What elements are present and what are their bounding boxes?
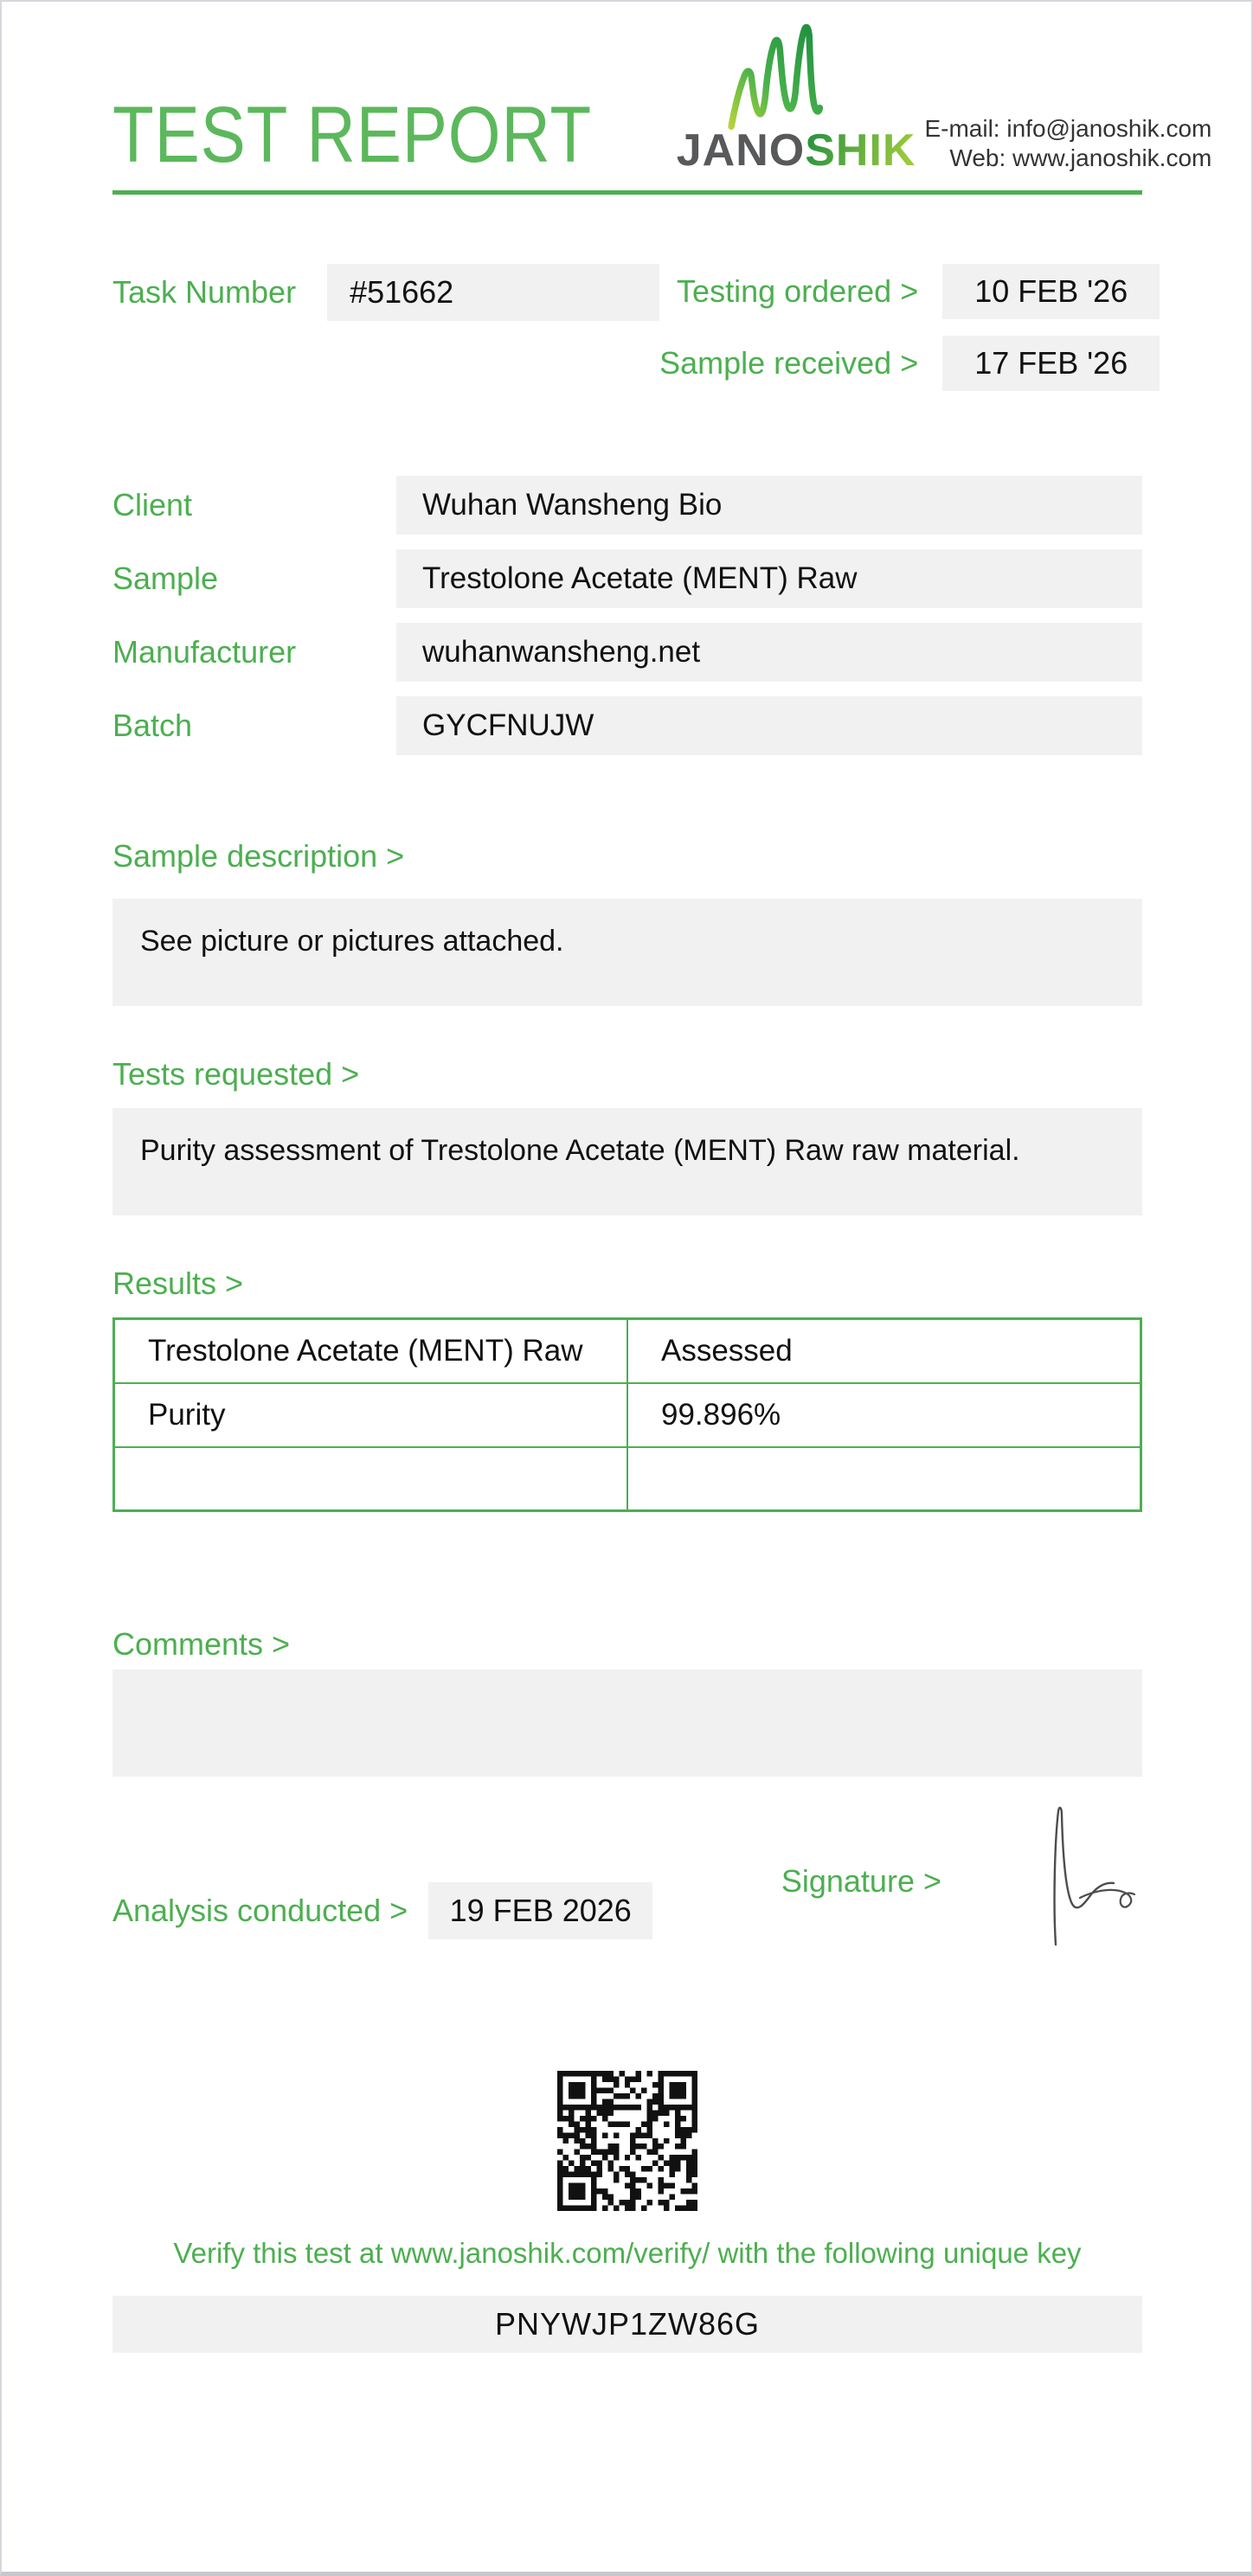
results-header-assessed: Assessed (627, 1319, 1141, 1383)
sample-value: Trestolone Acetate (MENT) Raw (396, 549, 1142, 608)
contact-block (924, 114, 1211, 173)
unique-key-value: PNYWJP1ZW86G (494, 2306, 761, 2342)
empty-cell-right (627, 1447, 1141, 1511)
brand-jano: JANO (676, 125, 806, 176)
testing-ordered-value: 10 FEB '26 (942, 264, 1160, 319)
verify-text: Verify this test at www.janoshik.com/verify/ with the following unique key (173, 2237, 1082, 2269)
manufacturer-label: Manufacturer (112, 634, 297, 670)
manufacturer-value: wuhanwansheng.net (396, 623, 1142, 682)
sample-received-label: Sample received > (659, 345, 919, 381)
signature-label: Signature > (781, 1863, 941, 1899)
results-table (112, 1317, 1142, 1512)
qr-code (557, 2071, 697, 2211)
sample-received-row (659, 336, 1160, 391)
task-number-row (112, 264, 659, 321)
empty-cell-left (114, 1447, 628, 1511)
details-section (112, 476, 1142, 755)
header-rule (112, 190, 1142, 195)
detail-row-sample (112, 549, 1142, 608)
batch-label: Batch (112, 708, 193, 743)
comments-heading: Comments > (112, 1626, 291, 1662)
testing-ordered-label: Testing ordered > (677, 273, 919, 309)
detail-row-client (112, 476, 1142, 535)
unique-key-box (112, 2296, 1142, 2353)
testing-ordered-row (659, 264, 1160, 319)
brand-wordmark (676, 125, 916, 176)
analysis-conducted-label: Analysis conducted > (112, 1893, 408, 1928)
results-row-purity (114, 1383, 1141, 1447)
janoshik-logo (676, 125, 916, 176)
results-header-substance: Trestolone Acetate (MENT) Raw (114, 1319, 628, 1383)
client-value: Wuhan Wansheng Bio (396, 476, 1142, 535)
sample-description-heading: Sample description > (112, 838, 405, 874)
comments-box (112, 1669, 1142, 1777)
dates-column (659, 264, 1160, 391)
analysis-date-value: 19 FEB 2026 (428, 1882, 652, 1939)
qr-wrap (112, 2071, 1142, 2211)
tests-requested-heading: Tests requested > (112, 1056, 360, 1092)
contact-email: E-mail: info@janoshik.com (924, 114, 1212, 142)
contact-web: Web: www.janoshik.com (949, 144, 1212, 171)
brand-group (676, 114, 1212, 176)
task-number-label: Task Number (112, 274, 297, 310)
results-heading: Results > (112, 1266, 244, 1301)
task-section (112, 264, 1142, 391)
brand-shik: SHIK (805, 125, 916, 176)
page-title: TEST REPORT (112, 91, 592, 179)
sample-description-box: See picture or pictures attached. (112, 899, 1142, 1006)
task-number-value: #51662 (327, 264, 659, 321)
purity-value: 99.896% (627, 1383, 1141, 1447)
signature-image (1030, 1801, 1142, 1948)
detail-row-manufacturer (112, 623, 1142, 682)
results-row-empty (114, 1447, 1141, 1511)
results-header-row (114, 1319, 1141, 1383)
purity-label: Purity (114, 1383, 628, 1447)
batch-value: GYCFNUJW (396, 696, 1142, 755)
header (112, 91, 1212, 179)
sample-received-value: 17 FEB '26 (942, 336, 1160, 391)
chromatogram-peaks-icon (716, 24, 827, 130)
detail-row-batch (112, 696, 1142, 755)
sample-label: Sample (112, 561, 219, 596)
footer-row (112, 1863, 1142, 1950)
client-label: Client (112, 487, 193, 522)
tests-requested-box: Purity assessment of Trestolone Acetate (MENT) Raw raw material. (112, 1108, 1142, 1215)
